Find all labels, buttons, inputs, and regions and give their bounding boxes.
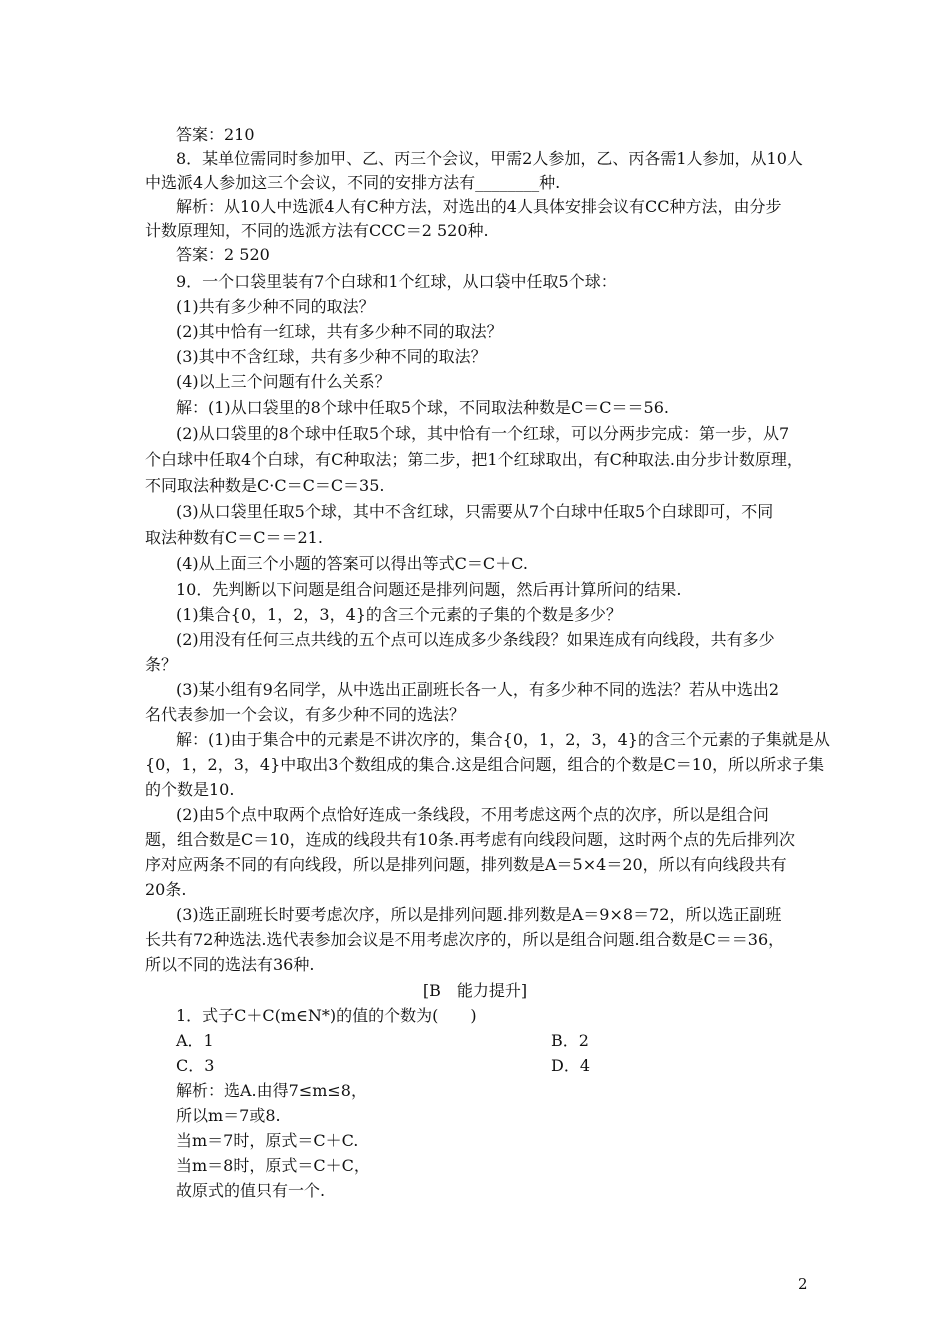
solution-9: (3)从口袋里任取5个球，其中不含红球，只需要从7个白球中任取5个白球即可，不同	[176, 502, 774, 521]
solution-b1: 当m＝8时，原式＝C＋C，	[176, 1156, 370, 1175]
question-9-part: (4)以上三个问题有什么关系？	[176, 372, 391, 391]
solution-10: 长共有72种选法.选代表参加会议是不用考虑次序的，所以是组合问题.组合数是C＝＝36，	[145, 930, 785, 949]
question-10-part: (1)集合{0，1，2，3，4}的含三个元素的子集的个数是多少？	[176, 605, 622, 624]
question-b1: 1．式子C＋C(m∈N*)的值的个数为( )	[176, 1006, 477, 1025]
solution-10: (2)由5个点中取两个点恰好连成一条线段，不用考虑这两个点的次序，所以是组合问	[176, 805, 769, 824]
solution-9: 个白球中任取4个白球，有C种取法；第二步，把1个红球取出，有C种取法.由分步计数原理，	[145, 450, 803, 469]
solution-b1: 当m＝7时，原式＝C＋C.	[176, 1131, 359, 1150]
question-9-part: (1)共有多少种不同的取法？	[176, 297, 375, 316]
question-9-part: (3)其中不含红球，共有多少种不同的取法？	[176, 347, 487, 366]
solution-9: 不同取法种数是C·C＝C＝C＝35.	[145, 476, 385, 495]
page-number: 2	[798, 1275, 808, 1293]
solution-10: 序对应两条不同的有向线段，所以是排列问题，排列数是A＝5×4＝20，所以有向线段共有	[145, 855, 787, 874]
solution-b1: 故原式的值只有一个.	[176, 1181, 326, 1200]
option-d: D．4	[551, 1056, 591, 1075]
question-8-cont: 中选派4人参加这三个会议，不同的安排方法有________种.	[145, 173, 561, 192]
question-9-part: (2)其中恰有一红球，共有多少种不同的取法？	[176, 322, 503, 341]
question-8: 8．某单位需同时参加甲、乙、丙三个会议，甲需2人参加，乙、丙各需1人参加，从10人	[176, 149, 803, 168]
question-10-part: 名代表参加一个会议，有多少种不同的选法？	[145, 705, 466, 724]
solution-10: {0，1，2，3，4}中取出3个数组成的集合.这是组合问题，组合的个数是C＝10，所以所求子集	[145, 755, 825, 774]
solution-9: 取法种数有C＝C＝＝21.	[145, 528, 323, 547]
solution-9: 解：(1)从口袋里的8个球中任取5个球，不同取法种数是C＝C＝＝56.	[176, 398, 669, 417]
question-9: 9．一个口袋里装有7个白球和1个红球，从口袋中任取5个球：	[176, 272, 617, 291]
option-c: C．3	[176, 1056, 215, 1075]
solution-b1: 所以m＝7或8.	[176, 1106, 281, 1125]
option-b: B．2	[551, 1031, 589, 1050]
question-10: 10．先判断以下问题是组合问题还是排列问题，然后再计算所问的结果.	[176, 580, 682, 599]
question-10-part: 条？	[145, 655, 178, 674]
solution-10: (3)选正副班长时要考虑次序，所以是排列问题.排列数是A＝9×8＝72，所以选正副班	[176, 905, 782, 924]
solution-8-cont: 计数原理知，不同的选派方法有CCC＝2 520种.	[145, 221, 489, 240]
solution-8: 解析：从10人中选派4人有C种方法，对选出的4人具体安排会议有CC种方法，由分步	[176, 197, 782, 216]
solution-b1: 解析：选A.由得7≤m≤8，	[176, 1081, 367, 1100]
solution-9: (4)从上面三个小题的答案可以得出等式C＝C＋C.	[176, 554, 528, 573]
solution-9: (2)从口袋里的8个球中任取5个球，其中恰有一个红球，可以分两步完成：第一步，从7	[176, 424, 790, 443]
solution-10: 题，组合数是C＝10，连成的线段共有10条.再考虑有向线段问题，这时两个点的先后排列次	[145, 830, 796, 849]
solution-10: 20条.	[145, 880, 187, 899]
answer-line: 答案：210	[176, 125, 255, 144]
question-10-part: (2)用没有任何三点共线的五个点可以连成多少条线段？如果连成有向线段，共有多少	[176, 630, 775, 649]
option-a: A．1	[176, 1031, 214, 1050]
section-heading: [B 能力提升]	[422, 981, 528, 1000]
question-10-part: (3)某小组有9名同学，从中选出正副班长各一人，有多少种不同的选法？若从中选出2	[176, 680, 780, 699]
solution-10: 的个数是10.	[145, 780, 235, 799]
answer-line: 答案：2 520	[176, 245, 270, 264]
solution-10: 所以不同的选法有36种.	[145, 955, 315, 974]
solution-10: 解：(1)由于集合中的元素是不讲次序的，集合{0，1，2，3，4}的含三个元素的子集就是从	[176, 730, 830, 749]
